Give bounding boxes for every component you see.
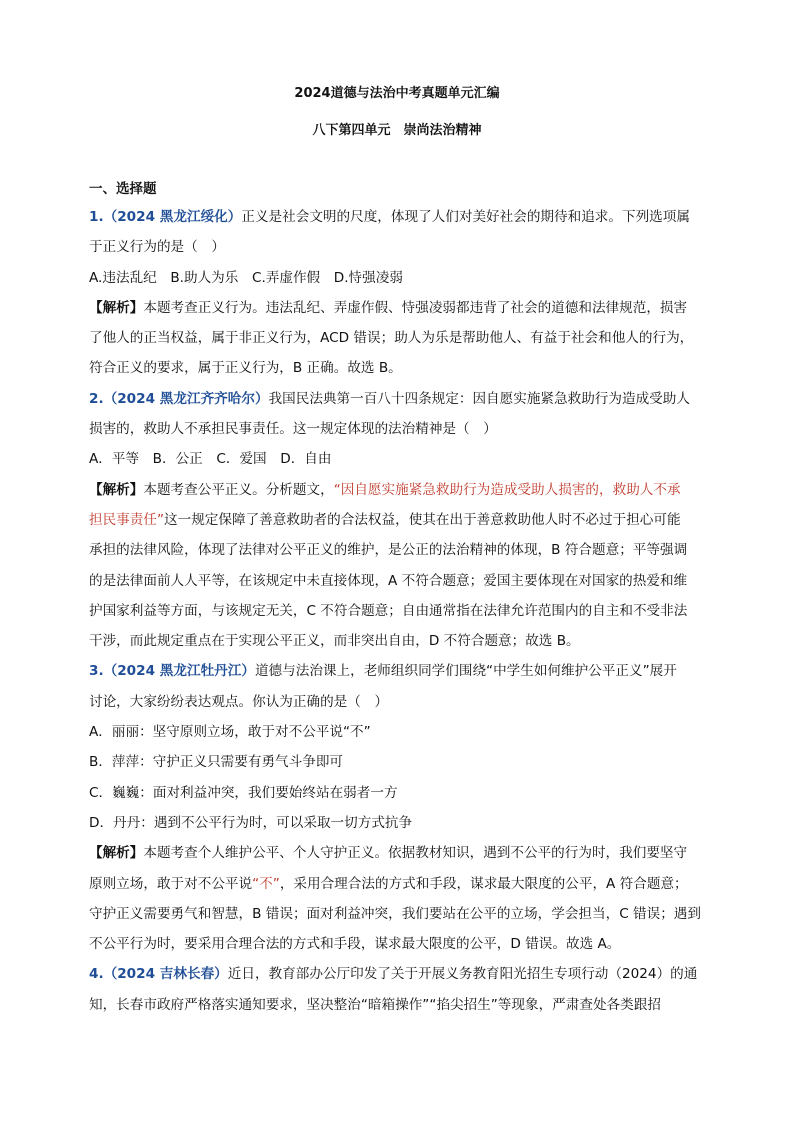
question-2-analysis-line: 担民事责任”这一规定保障了善意救助者的合法权益，使其在出于善意救助他人时不必过于担心可能: [89, 511, 681, 528]
question-number: 1.: [89, 209, 104, 225]
question-3-stem: 3.（2024 黑龙江牡丹江）道德与法治课上，老师组织同学们围绕“中学生如何维护公平正义”展开: [89, 663, 677, 680]
question-4-stem-cont: 知，长春市政府严格落实通知要求，坚决整治“暗箱操作”“掐尖招生”等现象，严肃查处各类跟招: [89, 996, 661, 1013]
question-1-stem: 1.（2024 黑龙江绥化）正义是社会文明的尺度，体现了人们对美好社会的期待和追求。下列选项属: [89, 209, 690, 225]
question-2-analysis-line: 承担的法律风险，体现了法律对公平正义的维护，是公正的法治精神的体现，B 符合题意；平等强调: [89, 542, 688, 559]
question-2-options: A．平等 B．公正 C．爱国 D．自由: [89, 451, 332, 468]
question-number: 2.: [89, 390, 104, 407]
document-subtitle: 八下第四单元 崇尚法治精神: [312, 123, 482, 138]
question-1-options: A.违法乱纪 B.助人为乐 C.弄虚作假 D.恃强凌弱: [89, 269, 403, 286]
analysis-tag: 【解析】: [89, 845, 144, 862]
quoted-text: 担民事责任”: [89, 511, 165, 528]
question-2-analysis-line: 的是法律面前人人平等，在该规定中未直接体现，A 不符合题意；爱国主要体现在对国家的热爱和维: [89, 572, 688, 589]
question-2-stem: 2.（2024 黑龙江齐齐哈尔）我国民法典第一百八十四条规定：因自愿实施紧急救助行为造成受助人: [89, 390, 690, 407]
question-3-analysis-line: 原则立场，敢于对不公平说“不”，采用合理合法的方式和手段，谋求最大限度的公平，A 符合题意；: [89, 875, 688, 892]
quoted-text: “不”: [252, 875, 280, 892]
question-3-stem-cont: 讨论，大家纷纷表达观点。你认为正确的是（ ）: [89, 693, 389, 710]
question-2-stem-cont: 损害的，救助人不承担民事责任。这一规定体现的法治精神是（ ）: [89, 421, 497, 438]
question-number: 4.: [89, 966, 104, 983]
question-3-option-d: D．丹丹：遇到不公平行为时，可以采取一切方式抗争: [89, 814, 413, 831]
question-3-option-a: A．丽丽：坚守原则立场，敢于对不公平说“不”: [89, 724, 371, 741]
question-list: [89, 202, 709, 1020]
question-4-stem: 4.（2024 吉林长春）近日，教育部办公厅印发了关于开展义务教育阳光招生专项行动（2024）的通: [89, 966, 698, 983]
section-heading: 一、选择题: [89, 181, 157, 197]
question-source: （2024 黑龙江牡丹江）: [103, 663, 255, 680]
question-source: （2024 吉林长春）: [103, 966, 228, 983]
question-2-analysis-line: 护国家利益等方面，与该规定无关，C 不符合题意；自由通常指在法律允许范围内的自主和不受非法: [89, 602, 688, 619]
quoted-text: “因自愿实施紧急救助行为造成受助人损害的，救助人不承: [333, 481, 681, 498]
analysis-tag: 【解析】: [89, 481, 144, 498]
question-1-analysis-line: 符合正义的要求，属于正义行为，B 正确。故选 B。: [89, 360, 402, 377]
question-1-analysis-line: 了他人的正当权益，属于非正义行为，ACD 错误；助人为乐是帮助他人、有益于社会和他人的行为，: [89, 330, 694, 347]
question-2-analysis: 【解析】本题考查公平正义。分析题文，“因自愿实施紧急救助行为造成受助人损害的，救助人不承: [89, 481, 681, 498]
document-title: 2024道德与法治中考真题单元汇编: [294, 86, 500, 101]
question-source: （2024 黑龙江绥化）: [103, 209, 242, 225]
question-3-option-b: B．萍萍：守护正义只需要有勇气斗争即可: [89, 754, 344, 771]
question-number: 3.: [89, 663, 104, 680]
question-2-analysis-line: 干涉，而此规定重点在于实现公平正义，而非突出自由，D 不符合题意；故选 B。: [89, 633, 580, 650]
question-3-option-c: C．巍巍：面对利益冲突，我们要始终站在弱者一方: [89, 784, 398, 801]
question-1-stem-cont: 于正义行为的是（ ）: [89, 239, 225, 256]
question-3-analysis-line: 守护正义需要勇气和智慧，B 错误；面对利益冲突，我们要站在公平的立场，学会担当，C 错误；遇到: [89, 905, 701, 922]
question-1-analysis: 【解析】本题考查正义行为。违法乱纪、弄虚作假、恃强凌弱都违背了社会的道德和法律规范，损害: [89, 299, 688, 316]
question-3-analysis: 【解析】本题考查个人维护公平、个人守护正义。依据教材知识，遇到不公平的行为时，我们要坚守: [89, 845, 688, 862]
analysis-tag: 【解析】: [89, 299, 144, 316]
question-3-analysis-line: 不公平行为时，要采用合理合法的方式和手段，谋求最大限度的公平，D 错误。故选 A。: [89, 936, 621, 953]
question-source: （2024 黑龙江齐齐哈尔）: [103, 390, 269, 407]
